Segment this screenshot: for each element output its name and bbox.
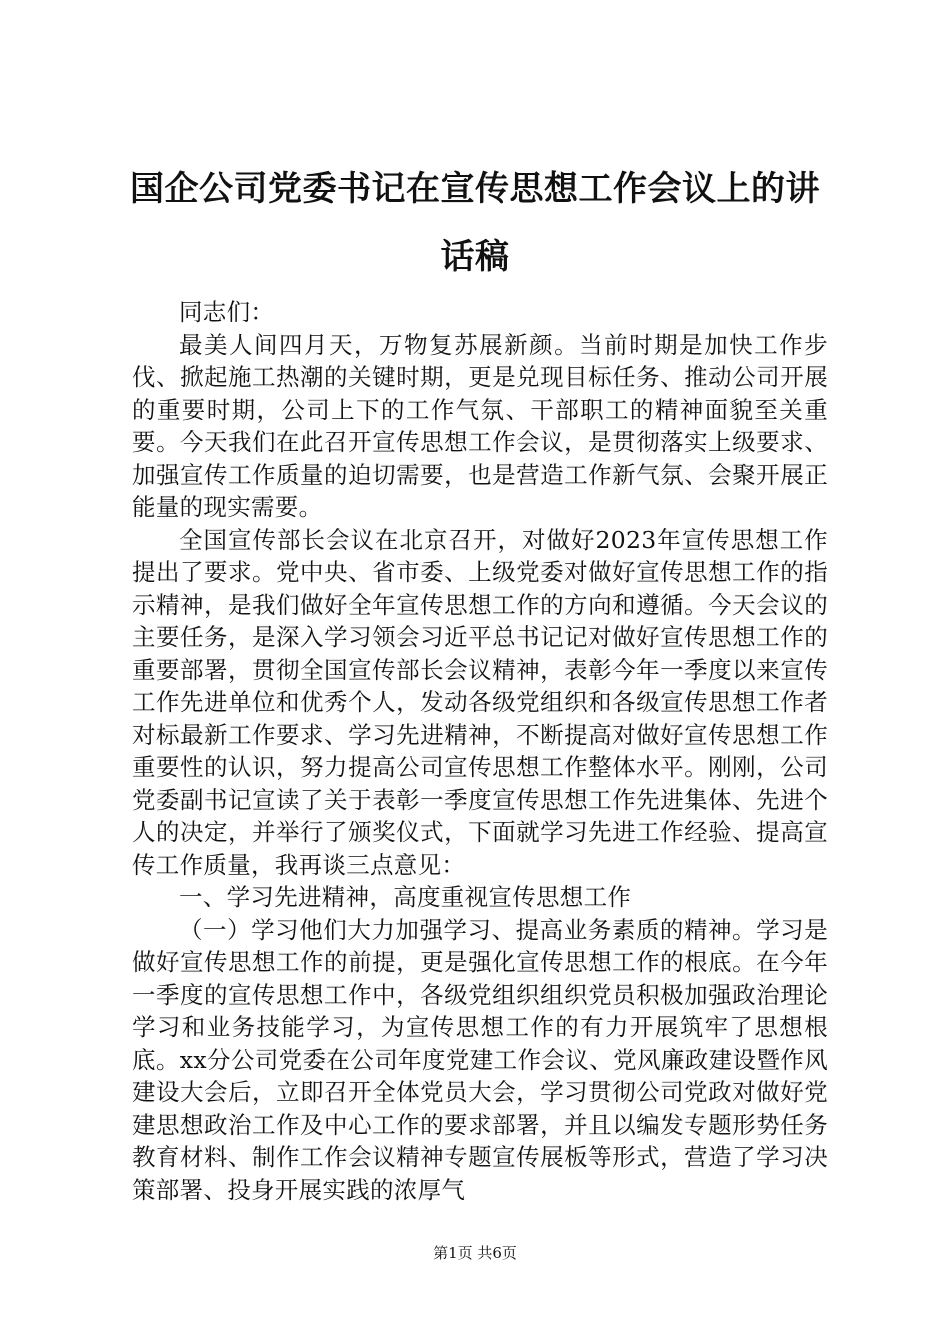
document-title: 国企公司党委书记在宣传思想工作会议上的讲话稿 xyxy=(130,169,820,277)
document-body xyxy=(132,296,828,1206)
page-footer: 第1页 共6页 xyxy=(433,1244,517,1262)
paragraph-intro: 最美人间四月天，万物复苏展新颜。当前时期是加快工作步伐、掀起施工热潮的关键时期，更是兑现目标任务、推动公司开展的重要时期，公司上下的工作气氛、干部职工的精神面貌至关重要。今天我们在此召开宣传思想工作会议，是贯彻落实上级要求、加强宣传工作质量的迫切需要，也是营造工作新气氛、会聚开展正能量的现实需要。 xyxy=(132,330,828,521)
paragraph-subsection-1: （一）学习他们大力加强学习、提高业务素质的精神。学习是做好宣传思想工作的前提，更是强化宣传思想工作的根底。在今年一季度的宣传思想工作中，各级党组织组织党员积极加强政治理论学习和业务技能学习，为宣传思想工作的有力开展筑牢了思想根底。xx分公司党委在公司年度党建工作会议、党风廉政建设暨作风建设大会后，立即召开全体党员大会，学习贯彻公司党政对做好党建思想政治工作及中心工作的要求部署，并且以编发专题形势任务教育材料、制作工作会议精神专题宣传展板等形式，营造了学习决策部署、投身开展实践的浓厚气 xyxy=(132,915,828,1204)
section-heading-1: 一、学习先进精神，高度重视宣传思想工作 xyxy=(179,883,632,911)
paragraph-meeting-purpose: 全国宣传部长会议在北京召开，对做好2023年宣传思想工作提出了要求。党中央、省市委、上级党委对做好宣传思想工作的指示精神，是我们做好全年宣传思想工作的方向和遵循。今天会议的主要任务，是深入学习领会习近平总书记记对做好宣传思想工作的重要部署，贯彻全国宣传部长会议精神，表彰今年一季度以来宣传工作先进单位和优秀个人，发动各级党组织和各级宣传思想工作者对标最新工作要求、学习先进精神，不断提高对做好宣传思想工作重要性的认识，努力提高公司宣传思想工作整体水平。刚刚，公司党委副书记宣读了关于表彰一季度宣传思想工作先进集体、先进个人的决定，并举行了颁奖仪式，下面就学习先进工作经验、提高宣传工作质量，我再谈三点意见： xyxy=(132,525,828,879)
salutation: 同志们： xyxy=(179,298,275,326)
